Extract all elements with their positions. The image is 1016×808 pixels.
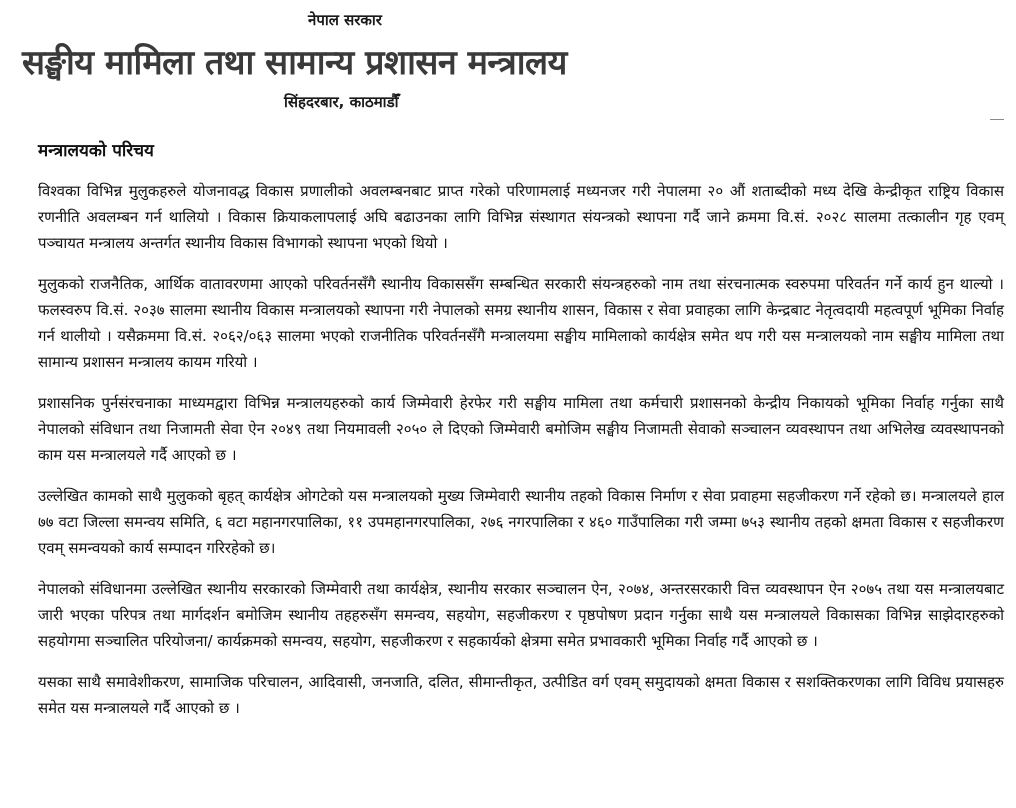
paragraph-local-levels: उल्लेखित कामको साथै मुलुकको बृहत् कार्यक्षेत्र ओगटेको यस मन्त्रालयको मुख्य जिम्मेवारी स्थानीय तहको विकास निर्माण र सेवा प्रवाहमा सहजीकरण गर्ने रहेको छ। मन्त्रालयले हाल ७७ वटा जिल्ला समन्वय समिति, ६ वटा महानगरपालिका, ११ उपमहानगरपालिका, २७६ नगरपालिका र ४६० गाउँपालिका गरी जम्मा ७५३ स्थानीय तहको क्षमता विकास र सहजीकरण एवम् समन्वयको कार्य सम्पादन गरिरहेको छ। [38,487,1004,557]
paragraph-inclusion: यसका साथै समावेशीकरण, सामाजिक परिचालन, आदिवासी, जनजाति, दलित, सीमान्तीकृत, उत्पीडित वर्ग एवम् समुदायको क्षमता विकास र सशक्तिकरणका लागि विविध प्रयासहरु समेत यस मन्त्रालयले गर्दै आएको छ । [38,673,1004,717]
ministry-introduction [38,138,1004,736]
ministry-name: सङ्घीय मामिला तथा सामान्य प्रशासन मन्त्रालय [22,43,567,83]
paragraph-constitutional-role: नेपालको संविधानमा उल्लेखित स्थानीय सरकारको जिम्मेवारी तथा कार्यक्षेत्र, स्थानीय सरकार सञ्चालन ऐन, २०७४, अन्तरसरकारी वित्त व्यवस्थापन ऐन २०७५ तथा यस मन्त्रालयबाट जारी भएका परिपत्र तथा मार्गदर्शन बमोजिम स्थानीय तहहरुसँग समन्वय, सहयोग, सहजीकरण र पृष्ठपोषण प्रदान गर्नुका साथै यस मन्त्रालयले विकासका विभिन्न साझेदारहरुको सहयोगमा सञ्चालित परियोजना/ कार्यक्रमको समन्वय, सहयोग, सहजीकरण र सहकार्यको क्षेत्रमा समेत प्रभावकारी भूमिका निर्वाह गर्दै आएको छ । [38,580,1004,650]
government-name: नेपाल सरकार [308,11,382,29]
paragraph-administrative-restructuring: प्रशासनिक पुर्नसंरचनाका माध्यमद्वारा विभिन्न मन्त्रालयहरुको कार्य जिम्मेवारी हेरफेर गरी सङ्घीय मामिला तथा कर्मचारी प्रशासनको केन्द्रीय निकायको भूमिका निर्वाह गर्नुका साथै नेपालको संविधान तथा निजामती सेवा ऐन २०४९ तथा नियमावली २०५० ले दिएको जिम्मेवारी बमोजिम सङ्घीय निजामती सेवाको सञ्चालन व्यवस्थापन तथा अभिलेख व्यवस्थापनको काम यस मन्त्रालयले गर्दै आएको छ । [38,394,1004,464]
paragraph-planned-development: विश्वका विभिन्न मुलुकहरुले योजनावद्ध विकास प्रणालीको अवलम्बनबाट प्राप्त गरेको परिणामलाई मध्यनजर गरी नेपालमा २० औं शताब्दीको मध्य देखि केन्द्रीकृत राष्ट्रिय विकास रणनीति अवलम्बन गर्न थालियो । विकास क्रियाकलापलाई अघि बढाउनका लागि विभिन्न संस्थागत संयन्त्रको स्थापना गर्दै जाने क्रममा वि.सं. २०२८ सालमा तत्कालीन गृह एवम् पञ्चायत मन्त्रालय अन्तर्गत स्थानीय विकास विभागको स्थापना भएको थियो । [38,182,1004,252]
corner-divider [990,119,1004,120]
paragraph-ministry-history: मुलुकको राजनैतिक, आर्थिक वातावरणमा आएको परिवर्तनसँगै स्थानीय विकाससँग सम्बन्धित सरकारी संयन्त्रहरुको नाम तथा संरचनात्मक स्वरुपमा परिवर्तन गर्ने कार्य हुन थाल्यो । फलस्वरुप वि.सं. २०३७ सालमा स्थानीय विकास मन्त्रालयको स्थापना गरी नेपालको समग्र स्थानीय शासन, विकास र सेवा प्रवाहका लागि केन्द्रबाट नेतृत्वदायी महत्वपूर्ण भूमिका निर्वाह गर्न थालीयो । यसैक्रममा वि.सं. २०६२/०६३ सालमा भएको राजनीतिक परिवर्तनसँगै मन्त्रालयमा सङ्घीय मामिलाको कार्यक्षेत्र समेत थप गरी यस मन्त्रालयको नाम सङ्घीय मामिला तथा सामान्य प्रशासन मन्त्रालय कायम गरियो । [38,275,1004,371]
ministry-address: सिंहदरबार, काठमाडौँ [284,93,399,111]
letterhead [0,0,1016,122]
section-heading: मन्त्रालयको परिचय [38,141,154,161]
